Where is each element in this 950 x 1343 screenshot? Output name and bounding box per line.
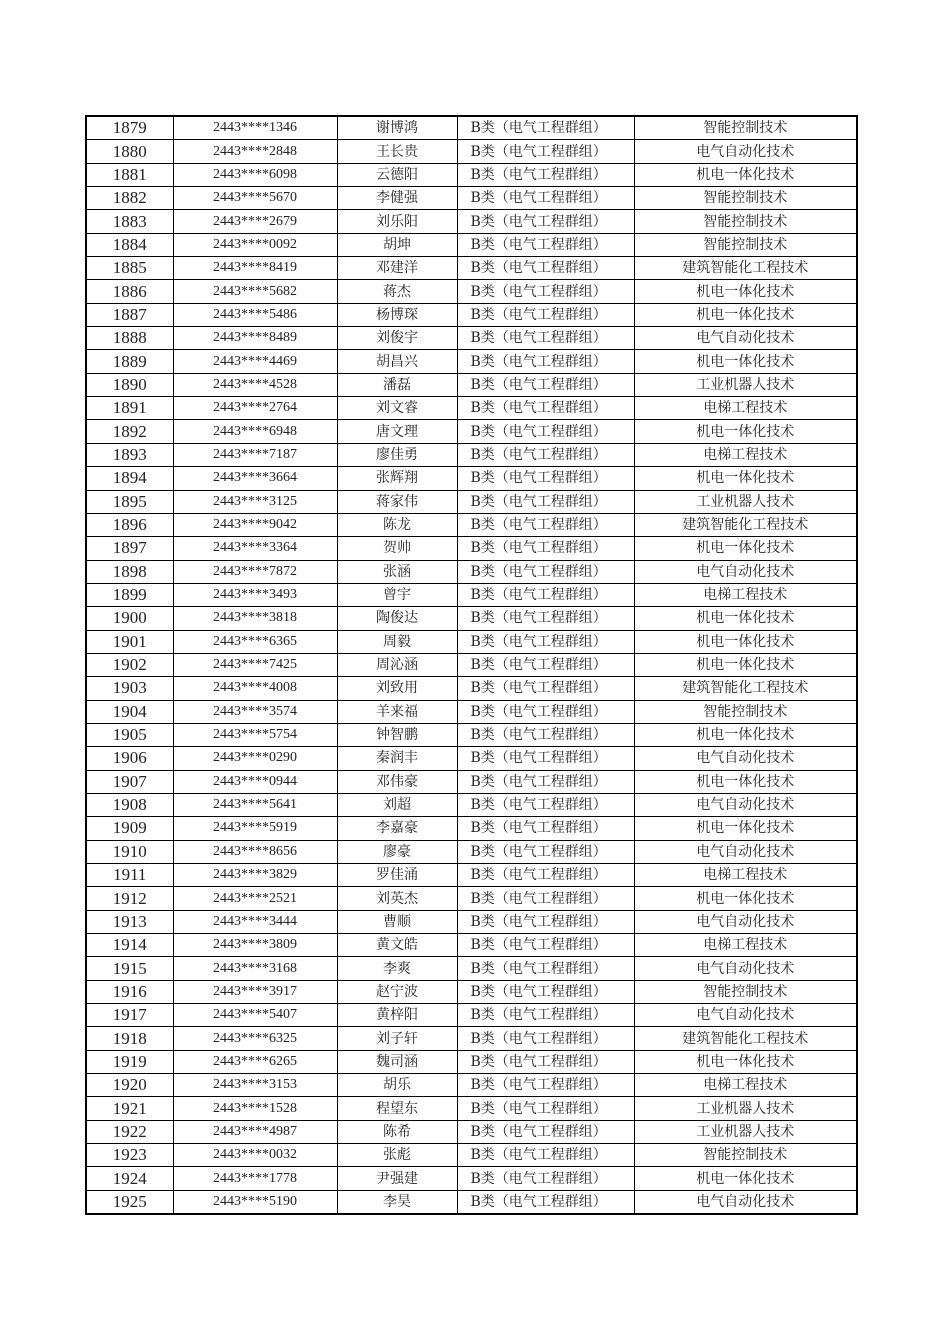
- cell-category: B类（电气工程群组）: [457, 116, 634, 140]
- cell-student-name: 邓建洋: [337, 257, 457, 280]
- cell-serial-number: 1886: [86, 280, 173, 303]
- cell-serial-number: 1903: [86, 677, 173, 700]
- cell-student-name: 唐文理: [337, 420, 457, 443]
- cell-exam-id: 2443****3168: [173, 957, 337, 980]
- cell-category: B类（电气工程群组）: [457, 723, 634, 746]
- cell-exam-id: 2443****3364: [173, 537, 337, 560]
- cell-serial-number: 1899: [86, 583, 173, 606]
- cell-major: 工业机器人技术: [634, 1097, 857, 1120]
- table-row: [86, 1167, 857, 1190]
- cell-exam-id: 2443****6325: [173, 1027, 337, 1050]
- cell-student-name: 陈龙: [337, 513, 457, 536]
- table-row: [86, 793, 857, 816]
- table-row: [86, 537, 857, 560]
- cell-major: 电气自动化技术: [634, 1190, 857, 1214]
- cell-serial-number: 1883: [86, 210, 173, 233]
- cell-serial-number: 1918: [86, 1027, 173, 1050]
- cell-serial-number: 1901: [86, 630, 173, 653]
- cell-serial-number: 1908: [86, 793, 173, 816]
- cell-major: 电梯工程技术: [634, 864, 857, 887]
- table-row: [86, 1120, 857, 1143]
- cell-major: 机电一体化技术: [634, 280, 857, 303]
- cell-student-name: 胡坤: [337, 233, 457, 256]
- cell-major: 机电一体化技术: [634, 817, 857, 840]
- cell-category: B类（电气工程群组）: [457, 607, 634, 630]
- table-row: [86, 677, 857, 700]
- cell-category: B类（电气工程群组）: [457, 1004, 634, 1027]
- cell-category: B类（电气工程群组）: [457, 233, 634, 256]
- cell-exam-id: 2443****1778: [173, 1167, 337, 1190]
- cell-major: 机电一体化技术: [634, 770, 857, 793]
- cell-exam-id: 2443****0092: [173, 233, 337, 256]
- table-row: [86, 1144, 857, 1167]
- cell-category: B类（电气工程群组）: [457, 560, 634, 583]
- cell-student-name: 周沁涵: [337, 653, 457, 676]
- cell-exam-id: 2443****5670: [173, 187, 337, 210]
- cell-category: B类（电气工程群组）: [457, 957, 634, 980]
- cell-student-name: 杨博琛: [337, 303, 457, 326]
- cell-exam-id: 2443****0032: [173, 1144, 337, 1167]
- cell-exam-id: 2443****3829: [173, 864, 337, 887]
- table-row: [86, 630, 857, 653]
- cell-exam-id: 2443****4469: [173, 350, 337, 373]
- cell-serial-number: 1924: [86, 1167, 173, 1190]
- cell-serial-number: 1881: [86, 163, 173, 186]
- cell-serial-number: 1910: [86, 840, 173, 863]
- cell-category: B类（电气工程群组）: [457, 420, 634, 443]
- cell-exam-id: 2443****3818: [173, 607, 337, 630]
- cell-exam-id: 2443****5190: [173, 1190, 337, 1214]
- cell-serial-number: 1907: [86, 770, 173, 793]
- cell-serial-number: 1890: [86, 373, 173, 396]
- cell-category: B类（电气工程群组）: [457, 187, 634, 210]
- cell-major: 智能控制技术: [634, 210, 857, 233]
- cell-serial-number: 1921: [86, 1097, 173, 1120]
- cell-category: B类（电气工程群组）: [457, 817, 634, 840]
- table-row: [86, 910, 857, 933]
- cell-exam-id: 2443****5486: [173, 303, 337, 326]
- cell-exam-id: 2443****3153: [173, 1074, 337, 1097]
- cell-serial-number: 1904: [86, 700, 173, 723]
- cell-serial-number: 1880: [86, 140, 173, 163]
- table-row: [86, 210, 857, 233]
- cell-student-name: 曾宇: [337, 583, 457, 606]
- cell-major: 机电一体化技术: [634, 537, 857, 560]
- cell-student-name: 潘磊: [337, 373, 457, 396]
- cell-serial-number: 1911: [86, 864, 173, 887]
- cell-student-name: 李健强: [337, 187, 457, 210]
- table-row: [86, 163, 857, 186]
- cell-serial-number: 1896: [86, 513, 173, 536]
- cell-category: B类（电气工程群组）: [457, 163, 634, 186]
- table-row: [86, 327, 857, 350]
- cell-exam-id: 2443****3574: [173, 700, 337, 723]
- cell-category: B类（电气工程群组）: [457, 467, 634, 490]
- cell-student-name: 张彪: [337, 1144, 457, 1167]
- cell-major: 智能控制技术: [634, 187, 857, 210]
- cell-category: B类（电气工程群组）: [457, 140, 634, 163]
- cell-exam-id: 2443****6365: [173, 630, 337, 653]
- cell-major: 工业机器人技术: [634, 1120, 857, 1143]
- cell-student-name: 廖佳勇: [337, 443, 457, 466]
- table-row: [86, 957, 857, 980]
- cell-serial-number: 1882: [86, 187, 173, 210]
- cell-category: B类（电气工程群组）: [457, 1097, 634, 1120]
- cell-serial-number: 1906: [86, 747, 173, 770]
- cell-exam-id: 2443****3493: [173, 583, 337, 606]
- cell-major: 电气自动化技术: [634, 793, 857, 816]
- cell-major: 机电一体化技术: [634, 653, 857, 676]
- cell-exam-id: 2443****8489: [173, 327, 337, 350]
- cell-major: 电气自动化技术: [634, 957, 857, 980]
- table-row: [86, 653, 857, 676]
- table-row: [86, 257, 857, 280]
- cell-exam-id: 2443****4528: [173, 373, 337, 396]
- cell-major: 智能控制技术: [634, 700, 857, 723]
- table-row: [86, 817, 857, 840]
- cell-serial-number: 1887: [86, 303, 173, 326]
- cell-major: 电梯工程技术: [634, 443, 857, 466]
- cell-category: B类（电气工程群组）: [457, 443, 634, 466]
- cell-serial-number: 1920: [86, 1074, 173, 1097]
- cell-serial-number: 1895: [86, 490, 173, 513]
- cell-exam-id: 2443****5682: [173, 280, 337, 303]
- cell-exam-id: 2443****7425: [173, 653, 337, 676]
- cell-student-name: 胡昌兴: [337, 350, 457, 373]
- cell-exam-id: 2443****3444: [173, 910, 337, 933]
- cell-exam-id: 2443****7187: [173, 443, 337, 466]
- cell-category: B类（电气工程群组）: [457, 677, 634, 700]
- cell-major: 机电一体化技术: [634, 163, 857, 186]
- cell-category: B类（电气工程群组）: [457, 934, 634, 957]
- table-row: [86, 397, 857, 420]
- cell-major: 机电一体化技术: [634, 350, 857, 373]
- cell-category: B类（电气工程群组）: [457, 1027, 634, 1050]
- cell-student-name: 蒋家伟: [337, 490, 457, 513]
- cell-student-name: 曹顺: [337, 910, 457, 933]
- cell-category: B类（电气工程群组）: [457, 257, 634, 280]
- table-row: [86, 420, 857, 443]
- table-row: [86, 607, 857, 630]
- cell-serial-number: 1885: [86, 257, 173, 280]
- cell-category: B类（电气工程群组）: [457, 490, 634, 513]
- table-row: [86, 934, 857, 957]
- cell-major: 机电一体化技术: [634, 303, 857, 326]
- cell-major: 电气自动化技术: [634, 560, 857, 583]
- cell-major: 电气自动化技术: [634, 1004, 857, 1027]
- table-row: [86, 700, 857, 723]
- cell-exam-id: 2443****8656: [173, 840, 337, 863]
- table-row: [86, 864, 857, 887]
- cell-student-name: 张涵: [337, 560, 457, 583]
- cell-major: 机电一体化技术: [634, 1167, 857, 1190]
- cell-category: B类（电气工程群组）: [457, 887, 634, 910]
- cell-exam-id: 2443****2521: [173, 887, 337, 910]
- cell-student-name: 邓伟豪: [337, 770, 457, 793]
- cell-category: B类（电气工程群组）: [457, 747, 634, 770]
- cell-exam-id: 2443****2848: [173, 140, 337, 163]
- cell-serial-number: 1919: [86, 1050, 173, 1073]
- table-row: [86, 187, 857, 210]
- cell-category: B类（电气工程群组）: [457, 793, 634, 816]
- table-row: [86, 1027, 857, 1050]
- table-row: [86, 980, 857, 1003]
- cell-student-name: 秦润丰: [337, 747, 457, 770]
- cell-exam-id: 2443****3125: [173, 490, 337, 513]
- cell-serial-number: 1913: [86, 910, 173, 933]
- cell-student-name: 廖豪: [337, 840, 457, 863]
- cell-student-name: 魏司涵: [337, 1050, 457, 1073]
- cell-exam-id: 2443****2679: [173, 210, 337, 233]
- table-row: [86, 467, 857, 490]
- cell-student-name: 罗佳涌: [337, 864, 457, 887]
- cell-student-name: 钟智鹏: [337, 723, 457, 746]
- cell-category: B类（电气工程群组）: [457, 770, 634, 793]
- cell-exam-id: 2443****8419: [173, 257, 337, 280]
- table-row: [86, 747, 857, 770]
- cell-exam-id: 2443****3664: [173, 467, 337, 490]
- cell-student-name: 周毅: [337, 630, 457, 653]
- cell-category: B类（电气工程群组）: [457, 910, 634, 933]
- roster-table: [85, 115, 858, 1215]
- cell-student-name: 刘文睿: [337, 397, 457, 420]
- cell-category: B类（电气工程群组）: [457, 327, 634, 350]
- cell-student-name: 贺帅: [337, 537, 457, 560]
- cell-exam-id: 2443****1528: [173, 1097, 337, 1120]
- cell-exam-id: 2443****5754: [173, 723, 337, 746]
- cell-exam-id: 2443****5407: [173, 1004, 337, 1027]
- cell-category: B类（电气工程群组）: [457, 1144, 634, 1167]
- cell-serial-number: 1916: [86, 980, 173, 1003]
- cell-student-name: 陈希: [337, 1120, 457, 1143]
- table-row: [86, 303, 857, 326]
- cell-student-name: 蒋杰: [337, 280, 457, 303]
- cell-exam-id: 2443****9042: [173, 513, 337, 536]
- cell-exam-id: 2443****3917: [173, 980, 337, 1003]
- cell-student-name: 黄梓阳: [337, 1004, 457, 1027]
- table-row: [86, 1004, 857, 1027]
- table-row: [86, 116, 857, 140]
- cell-category: B类（电气工程群组）: [457, 630, 634, 653]
- cell-exam-id: 2443****0290: [173, 747, 337, 770]
- cell-major: 机电一体化技术: [634, 607, 857, 630]
- cell-major: 电梯工程技术: [634, 583, 857, 606]
- cell-exam-id: 2443****1346: [173, 116, 337, 140]
- cell-major: 电梯工程技术: [634, 1074, 857, 1097]
- cell-major: 建筑智能化工程技术: [634, 513, 857, 536]
- cell-serial-number: 1917: [86, 1004, 173, 1027]
- cell-student-name: 刘子轩: [337, 1027, 457, 1050]
- cell-serial-number: 1922: [86, 1120, 173, 1143]
- cell-serial-number: 1923: [86, 1144, 173, 1167]
- cell-serial-number: 1900: [86, 607, 173, 630]
- cell-student-name: 胡乐: [337, 1074, 457, 1097]
- cell-major: 工业机器人技术: [634, 373, 857, 396]
- cell-major: 建筑智能化工程技术: [634, 257, 857, 280]
- cell-student-name: 程望东: [337, 1097, 457, 1120]
- cell-student-name: 刘英杰: [337, 887, 457, 910]
- cell-major: 建筑智能化工程技术: [634, 1027, 857, 1050]
- cell-serial-number: 1894: [86, 467, 173, 490]
- cell-student-name: 李嘉豪: [337, 817, 457, 840]
- cell-serial-number: 1888: [86, 327, 173, 350]
- cell-major: 工业机器人技术: [634, 490, 857, 513]
- cell-category: B类（电气工程群组）: [457, 210, 634, 233]
- cell-major: 电气自动化技术: [634, 140, 857, 163]
- cell-major: 建筑智能化工程技术: [634, 677, 857, 700]
- cell-category: B类（电气工程群组）: [457, 980, 634, 1003]
- cell-serial-number: 1914: [86, 934, 173, 957]
- table-row: [86, 560, 857, 583]
- cell-student-name: 谢博鸿: [337, 116, 457, 140]
- cell-exam-id: 2443****0944: [173, 770, 337, 793]
- cell-category: B类（电气工程群组）: [457, 583, 634, 606]
- cell-exam-id: 2443****2764: [173, 397, 337, 420]
- cell-major: 智能控制技术: [634, 980, 857, 1003]
- cell-category: B类（电气工程群组）: [457, 1120, 634, 1143]
- cell-serial-number: 1912: [86, 887, 173, 910]
- cell-category: B类（电气工程群组）: [457, 1050, 634, 1073]
- table-row: [86, 840, 857, 863]
- cell-serial-number: 1902: [86, 653, 173, 676]
- cell-major: 机电一体化技术: [634, 467, 857, 490]
- table-row: [86, 373, 857, 396]
- cell-serial-number: 1897: [86, 537, 173, 560]
- cell-serial-number: 1879: [86, 116, 173, 140]
- cell-exam-id: 2443****3809: [173, 934, 337, 957]
- cell-category: B类（电气工程群组）: [457, 373, 634, 396]
- cell-student-name: 云德阳: [337, 163, 457, 186]
- roster-table-body: [86, 116, 857, 1214]
- cell-major: 电梯工程技术: [634, 397, 857, 420]
- cell-student-name: 尹强建: [337, 1167, 457, 1190]
- cell-major: 电气自动化技术: [634, 840, 857, 863]
- cell-serial-number: 1905: [86, 723, 173, 746]
- cell-student-name: 羊来福: [337, 700, 457, 723]
- cell-exam-id: 2443****6098: [173, 163, 337, 186]
- table-row: [86, 887, 857, 910]
- cell-category: B类（电气工程群组）: [457, 1167, 634, 1190]
- cell-exam-id: 2443****4987: [173, 1120, 337, 1143]
- cell-serial-number: 1889: [86, 350, 173, 373]
- cell-category: B类（电气工程群组）: [457, 537, 634, 560]
- cell-exam-id: 2443****5641: [173, 793, 337, 816]
- cell-category: B类（电气工程群组）: [457, 840, 634, 863]
- cell-student-name: 刘致用: [337, 677, 457, 700]
- table-row: [86, 1050, 857, 1073]
- cell-serial-number: 1892: [86, 420, 173, 443]
- cell-serial-number: 1915: [86, 957, 173, 980]
- table-row: [86, 770, 857, 793]
- table-row: [86, 280, 857, 303]
- cell-student-name: 刘俊宇: [337, 327, 457, 350]
- cell-serial-number: 1893: [86, 443, 173, 466]
- cell-student-name: 刘乐阳: [337, 210, 457, 233]
- cell-serial-number: 1891: [86, 397, 173, 420]
- cell-category: B类（电气工程群组）: [457, 350, 634, 373]
- cell-student-name: 王长贵: [337, 140, 457, 163]
- table-row: [86, 583, 857, 606]
- cell-category: B类（电气工程群组）: [457, 397, 634, 420]
- cell-exam-id: 2443****6948: [173, 420, 337, 443]
- cell-category: B类（电气工程群组）: [457, 864, 634, 887]
- cell-student-name: 陶俊达: [337, 607, 457, 630]
- cell-exam-id: 2443****4008: [173, 677, 337, 700]
- cell-major: 机电一体化技术: [634, 723, 857, 746]
- table-row: [86, 1074, 857, 1097]
- cell-major: 机电一体化技术: [634, 630, 857, 653]
- cell-major: 电气自动化技术: [634, 910, 857, 933]
- cell-major: 机电一体化技术: [634, 420, 857, 443]
- cell-major: 机电一体化技术: [634, 887, 857, 910]
- table-row: [86, 443, 857, 466]
- cell-category: B类（电气工程群组）: [457, 303, 634, 326]
- cell-major: 电梯工程技术: [634, 934, 857, 957]
- table-row: [86, 233, 857, 256]
- cell-serial-number: 1925: [86, 1190, 173, 1214]
- cell-category: B类（电气工程群组）: [457, 280, 634, 303]
- cell-category: B类（电气工程群组）: [457, 700, 634, 723]
- cell-major: 电气自动化技术: [634, 327, 857, 350]
- cell-exam-id: 2443****6265: [173, 1050, 337, 1073]
- table-row: [86, 723, 857, 746]
- table-row: [86, 140, 857, 163]
- cell-student-name: 刘超: [337, 793, 457, 816]
- cell-major: 电气自动化技术: [634, 747, 857, 770]
- cell-student-name: 赵宁波: [337, 980, 457, 1003]
- cell-student-name: 张辉翔: [337, 467, 457, 490]
- cell-category: B类（电气工程群组）: [457, 653, 634, 676]
- cell-student-name: 黄文皓: [337, 934, 457, 957]
- table-row: [86, 1190, 857, 1214]
- table-row: [86, 490, 857, 513]
- cell-exam-id: 2443****7872: [173, 560, 337, 583]
- cell-exam-id: 2443****5919: [173, 817, 337, 840]
- table-row: [86, 350, 857, 373]
- cell-category: B类（电气工程群组）: [457, 1074, 634, 1097]
- cell-major: 智能控制技术: [634, 116, 857, 140]
- cell-major: 智能控制技术: [634, 233, 857, 256]
- cell-serial-number: 1884: [86, 233, 173, 256]
- table-row: [86, 513, 857, 536]
- cell-serial-number: 1909: [86, 817, 173, 840]
- cell-student-name: 李昊: [337, 1190, 457, 1214]
- table-row: [86, 1097, 857, 1120]
- cell-student-name: 李爽: [337, 957, 457, 980]
- cell-category: B类（电气工程群组）: [457, 513, 634, 536]
- cell-major: 智能控制技术: [634, 1144, 857, 1167]
- cell-serial-number: 1898: [86, 560, 173, 583]
- cell-major: 机电一体化技术: [634, 1050, 857, 1073]
- cell-category: B类（电气工程群组）: [457, 1190, 634, 1214]
